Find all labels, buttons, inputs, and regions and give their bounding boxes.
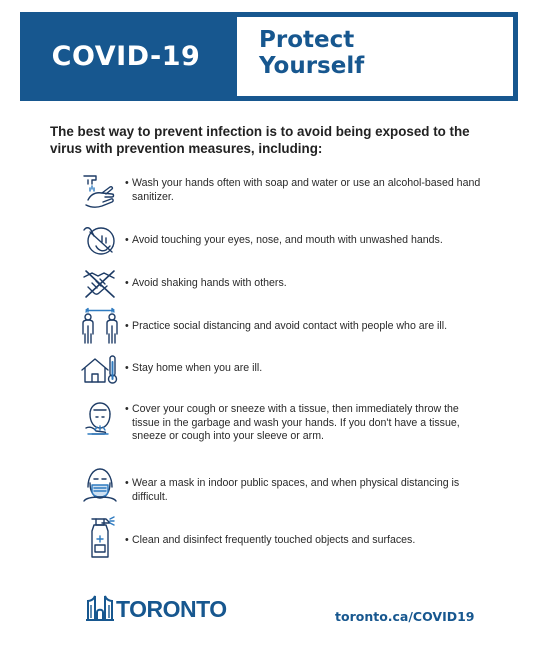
item-text: • Avoid touching your eyes, nose, and mouth with unwashed hands. [125,234,443,246]
face-mask-icon [80,465,120,505]
footer-url[interactable]: toronto.ca/COVID19 [335,609,475,624]
item-text: • Stay home when you are ill. [125,362,263,374]
disinfectant-spray-icon [80,515,120,563]
item-text: • Cover your cough or sneeze with a tissue, then immediately throw the tissue in the garbage and wash your hands. If you don't have a tissue, sneeze or cough into your sleeve or arm. [125,403,460,442]
header-right-panel [237,17,513,96]
no-handshake-icon [80,263,120,303]
item-text: • Wear a mask in indoor public spaces, and when physical distancing is difficult. [125,477,460,503]
protect-title: Protect [259,27,355,53]
item-text: • Practice social distancing and avoid contact with people who are ill. [125,320,448,332]
item-text: • Clean and disinfect frequently touched objects and surfaces. [125,534,416,546]
city-hall-icon [86,595,114,621]
hand-washing-icon [80,172,120,212]
social-distancing-icon [80,306,120,346]
item-text: • Wash your hands often with soap and water or use an alcohol-based hand sanitizer. [125,177,481,203]
covid-title: COVID-19 [51,41,201,72]
cough-sneeze-icon [80,400,120,440]
toronto-logo [86,594,227,624]
no-face-touching-icon [80,220,120,260]
stay-home-icon [80,350,120,390]
item-text: • Avoid shaking hands with others. [125,277,287,289]
header-banner [20,12,518,101]
yourself-title: Yourself [259,53,365,79]
toronto-logo-word: TORONTO [116,596,227,622]
header-left-panel [20,12,232,101]
intro-heading: The best way to prevent infection is to avoid being exposed to the virus with prevention measures, including: [50,124,470,156]
